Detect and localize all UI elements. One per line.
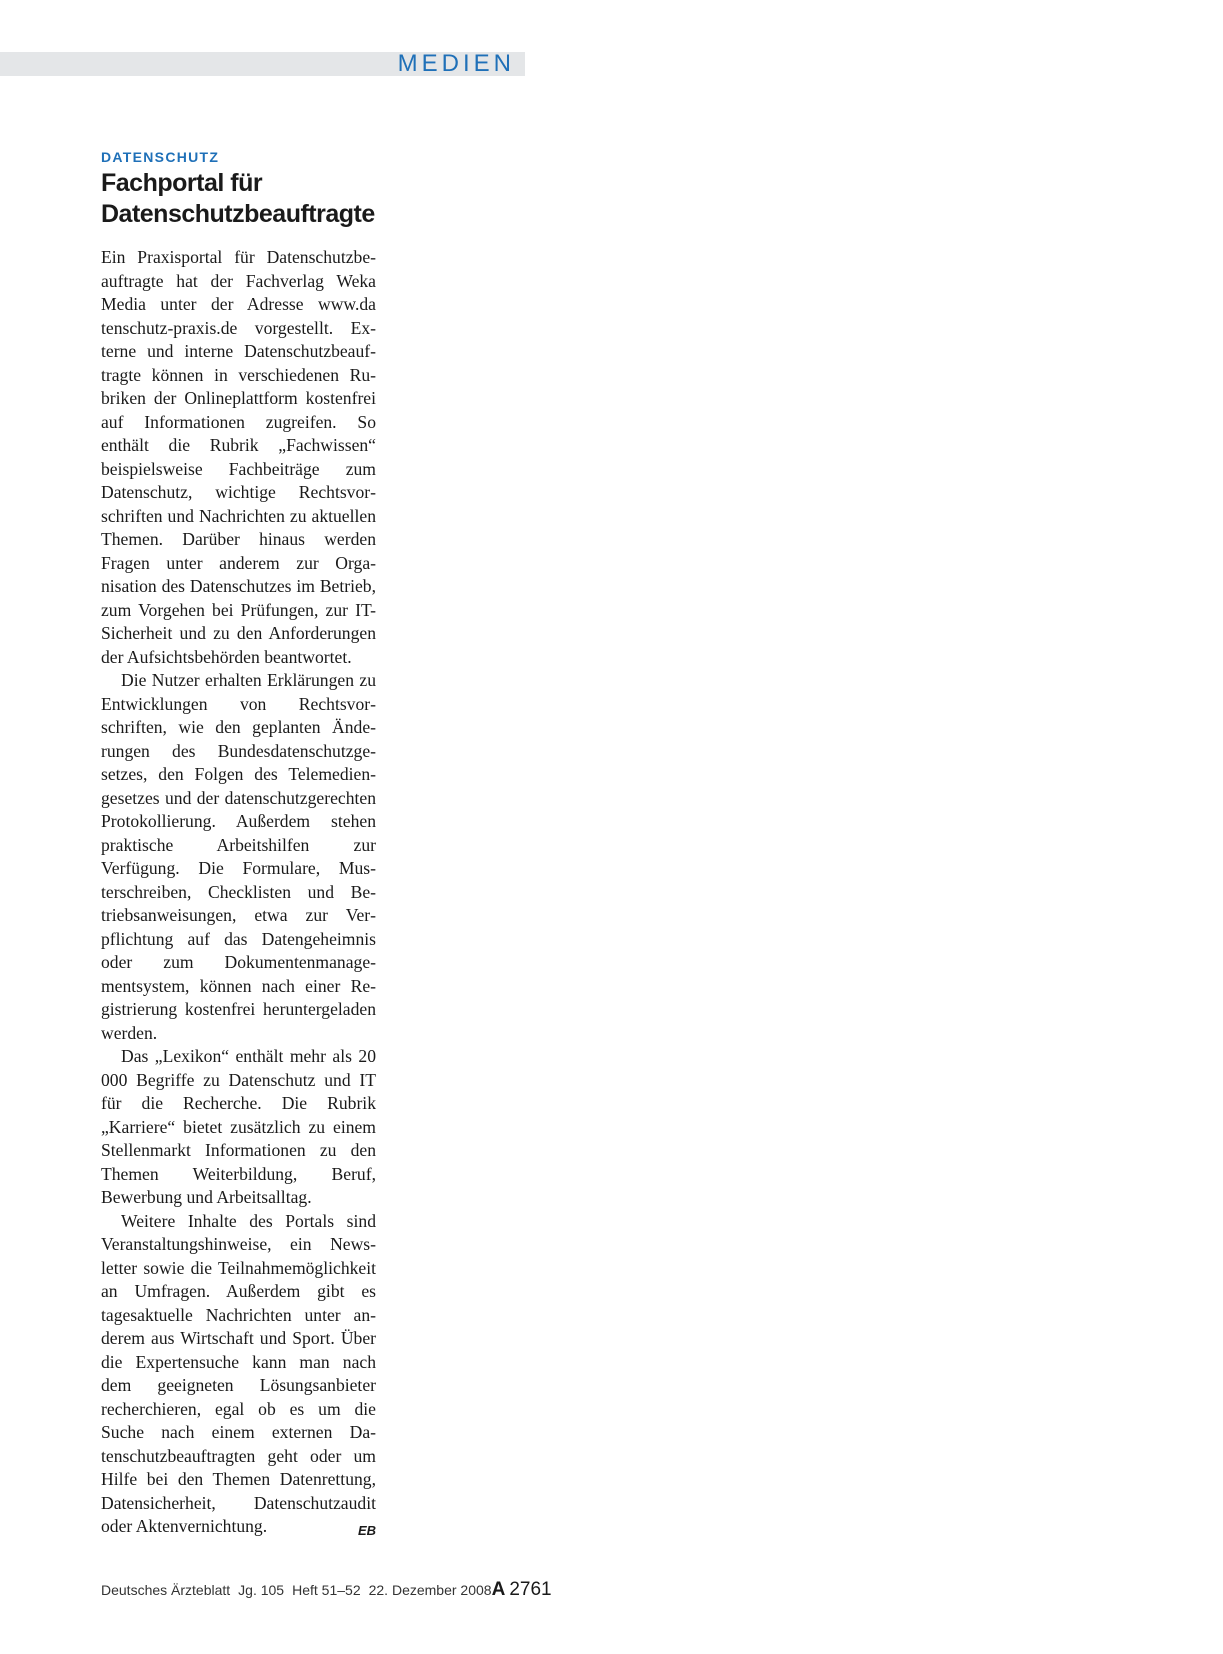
paragraph: Die Nutzer erhalten Erklärungen zu Entwicklungen von Rechtsvorschriften, wie den geplanten Änderungen des Bundesdatenschutzgesetzes, den Folgen des Telemediengesetzes und der datenschutzgerechten Protokollierung. Außerdem stehen praktische Arbeitshilfen zur Verfügung. Die Formulare, Musterschreiben, Checklisten und Betriebsanweisungen, etwa zur Verpflichtung auf das Datengeheimnis oder zum Dokumentenmanagementsystem, können nach einer Registrierung kostenfrei heruntergeladen werden.: [101, 670, 376, 1043]
journal-name: Deutsches Ärzteblatt: [101, 1582, 231, 1598]
author-initials: EB: [357, 1523, 376, 1538]
issue-date: 22. Dezember 2008: [368, 1582, 492, 1598]
paragraph: Ein Praxisportal für Datenschutzbeauftragte hat der Fachverlag Weka Media unter der Adresse www.da tenschutz-praxis.de vorgestellt. Externe und interne Datenschutzbeauftragte können in verschiedenen Rubriken der Onlineplattform kostenfrei auf Informationen zugreifen. So enthält die Rubrik „Fachwissen“ beispielsweise Fachbeiträge zum Datenschutz, wichtige Rechtsvorschriften und Nachrichten zu aktuellen Themen. Darüber hinaus werden Fragen unter anderem zur Organisation des Datenschutzes im Betrieb, zum Vorgehen bei Prüfungen, zur IT-Sicherheit und zu den Anforderungen der Aufsichtsbehörden beantwortet.: [101, 247, 376, 667]
paragraph-text: Weitere Inhalte des Portals sind Veranstaltungshinweise, ein Newsletter sowie die Teilnahmemöglichkeit an Umfragen. Außerdem gibt es tagesaktuelle Nachrichten unter anderem aus Wirtschaft und Sport. Über die Expertensuche kann man nach dem geeigneten Lösungsanbieter recherchieren, egal ob es um die Suche nach einem externen Datenschutzbeauftragten geht oder um Hilfe bei den Themen Datenrettung, Datensicherheit, Datenschutzaudit oder Aktenvernichtung.: [101, 1210, 376, 1536]
section-bar: [0, 52, 525, 76]
section-label: MEDIEN: [397, 50, 515, 77]
page-number: [492, 1579, 552, 1601]
page-prefix: A: [491, 1579, 506, 1600]
volume: Jg. 105: [238, 1582, 285, 1598]
article-kicker: DATENSCHUTZ: [101, 149, 220, 165]
article: [101, 148, 376, 1543]
article-headline: Fachportal für Datenschutzbeauftragte: [101, 169, 375, 228]
article-body: [101, 246, 376, 1539]
paragraph: Das „Lexikon“ enthält mehr als 20 000 Begriffe zu Datenschutz und IT für die Recherche. Die Rubrik „Karriere“ bietet zusätzlich zu einem Stellenmarkt Informationen zu den Themen Weiterbildung, Beruf, Bewerbung und Arbeitsalltag.: [101, 1046, 376, 1207]
page-footer: [101, 1578, 552, 1602]
paragraph: [101, 1210, 376, 1539]
issue: Heft 51–52: [292, 1582, 361, 1598]
page-number-value: 2761: [509, 1579, 552, 1600]
